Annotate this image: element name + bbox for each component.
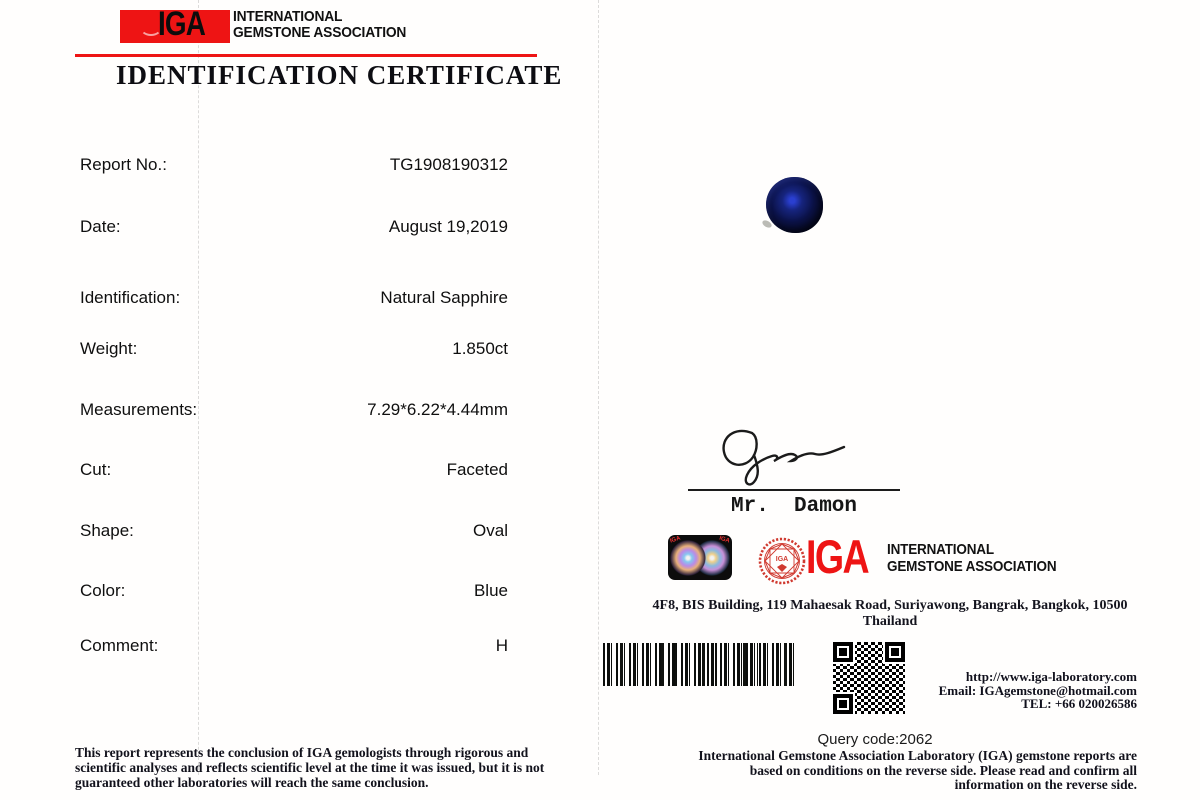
field-label: Date: xyxy=(80,217,121,236)
svg-text:IGA: IGA xyxy=(775,556,789,563)
field-row-color xyxy=(80,581,508,603)
lab-line-gemstone: GEMSTONE ASSOCIATION xyxy=(887,557,1057,575)
field-label: Comment: xyxy=(80,636,159,655)
brand-line-international: INTERNATIONAL xyxy=(233,8,343,25)
field-value: Oval xyxy=(473,521,508,540)
qr-finder-icon xyxy=(833,694,853,714)
hologram-sticker xyxy=(668,535,732,580)
contact-tel: TEL: +66 020026586 xyxy=(1021,696,1137,711)
field-row-report-no xyxy=(80,155,508,177)
brand-name xyxy=(233,9,421,41)
header-divider xyxy=(75,54,537,57)
field-row-shape xyxy=(80,521,508,543)
contact-block xyxy=(897,670,1137,711)
field-value: Blue xyxy=(473,581,508,600)
field-row-identification xyxy=(80,288,508,310)
field-value: 7.29*6.22*4.44mm xyxy=(367,400,508,419)
field-row-weight xyxy=(80,339,508,361)
lab-line-international: INTERNATIONAL xyxy=(887,541,994,558)
query-code: Query code:2062 xyxy=(817,731,933,748)
iga-red-logo-text: IGA xyxy=(806,530,869,583)
field-label: Color: xyxy=(80,581,126,600)
lab-address: 4F8, BIS Building, 119 Mahaesak Road, Suriyawong, Bangrak, Bangkok, 10500 Thailand xyxy=(652,598,1128,629)
field-label: Identification: xyxy=(80,288,181,307)
field-row-comment xyxy=(80,636,508,658)
lab-name xyxy=(887,542,1075,575)
field-label: Weight: xyxy=(80,339,138,358)
field-value: H xyxy=(495,636,508,655)
disclaimer-right: International Gemstone Association Laboratory (IGA) gemstone reports are based on conditions on the reverse side. Please read and confirm all information on the reverse side. xyxy=(698,748,1137,792)
qr-code xyxy=(833,642,905,714)
signature-scribble xyxy=(712,426,862,490)
field-label: Cut: xyxy=(80,460,112,479)
brand-line-gemstone: GEMSTONE ASSOCIATION xyxy=(233,24,407,41)
field-value: TG1908190312 xyxy=(389,155,508,174)
qr-finder-icon xyxy=(833,642,853,662)
field-value: August 19,2019 xyxy=(388,217,508,236)
sticker-corner-text: IGA xyxy=(669,535,682,545)
sticker-corner-text: IGA xyxy=(718,535,731,545)
barcode xyxy=(603,643,798,686)
field-value: Natural Sapphire xyxy=(380,288,508,307)
field-value: Faceted xyxy=(446,460,508,479)
field-label: Shape: xyxy=(80,521,134,540)
signature-line xyxy=(688,489,900,491)
field-row-cut xyxy=(80,460,508,482)
field-value: 1.850ct xyxy=(452,339,508,358)
field-row-measurements xyxy=(80,400,508,422)
contact-website: http://www.iga-laboratory.com xyxy=(965,669,1137,684)
iga-emblem-icon xyxy=(758,537,806,585)
scan-fold-line-center xyxy=(598,0,599,775)
contact-email: Email: IGAgemstone@hotmail.com xyxy=(938,682,1137,698)
scan-fold-line-left xyxy=(198,0,199,775)
disclaimer-left: This report represents the conclusion of IGA gemologists through rigorous and scientific analyses and reflects scientific level at the time it was issued, but it is not guaranteed other laboratories will reach the same conclusion. xyxy=(75,745,545,790)
signatory-name: Mr. Damon xyxy=(730,495,858,518)
page-title: IDENTIFICATION CERTIFICATE xyxy=(116,60,563,90)
field-label: Measurements: xyxy=(80,400,198,419)
field-label: Report No.: xyxy=(80,155,167,174)
iga-logo-text: IGA xyxy=(158,5,206,43)
gemstone-photo xyxy=(766,177,823,233)
field-row-date xyxy=(80,217,508,239)
qr-finder-icon xyxy=(885,642,905,662)
iga-logo-box xyxy=(120,5,230,43)
